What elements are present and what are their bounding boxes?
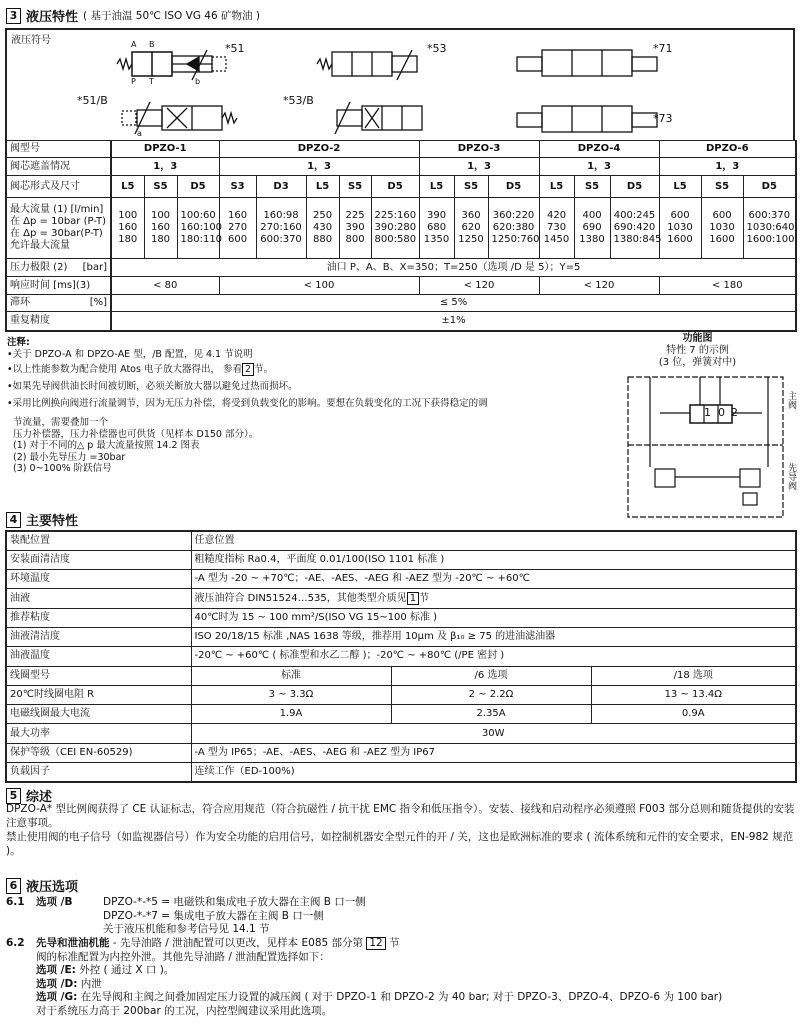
- hydraulic-symbols-panel: [5, 28, 795, 141]
- flow-cell: 225 390 800: [339, 198, 371, 259]
- flow-cell: 390 680 1350: [419, 198, 454, 259]
- spool-cell: L5: [306, 176, 339, 198]
- flow-cell: 160:98 270:160 600:370: [256, 198, 306, 259]
- spec-row: 油液 液压油符合 DIN51524…535，其他类型介质见 1 节: [6, 589, 796, 608]
- notes: 注释: •关于 DPZO-A 和 DPZO-AE 型，/B 配置，见 4.1 节说明 •以上性能参数为配合使用 Atos 电子放大器得出， 参看 2 节。 •如果先导阀供油长时间被切断，必须关断放大器以避免过热而损坏。 •采用比例换向阀进行流量调节，因为无压力补偿，将受到负载变化的影响。要想在负载变化的工况下获得稳定的调 节流量，需要叠加一个 压力补偿器，压力补偿器也可供货（见样本 D150 部分）。 (1) 对于不同的△ p 最大流量按照 14.2 图表 (2) 最小先导压力 =30bar (3) 0~100% 阶跃信号: [7, 337, 488, 474]
- row-coil-type: 线圈型号 标准 /6 选项 /18 选项: [6, 666, 796, 685]
- port-label: T: [149, 77, 154, 86]
- spool-cell: L5: [659, 176, 701, 198]
- row-duty-factor: 负载因子 连续工作（ED-100%): [6, 763, 796, 782]
- spool-cell: S3: [219, 176, 256, 198]
- flow-cell: 160 270 600: [219, 198, 256, 259]
- symbol-label: *53: [427, 42, 447, 55]
- symbols-label: 液压符号: [11, 35, 51, 46]
- spool-cell: D3: [256, 176, 306, 198]
- flow-cell: 100:60 160:100 180:110: [177, 198, 219, 259]
- valve-symbol-73: [517, 106, 657, 132]
- row-coil-resistance: 20℃时线圈电阻 R 3 ~ 3.3Ω 2 ~ 2.2Ω 13 ~ 13.4Ω: [6, 685, 796, 704]
- section-ref[interactable]: 1: [407, 592, 419, 605]
- section-6-heading: 6 液压选项: [6, 876, 78, 895]
- spec-row: 油液温度 -20℃ ~ +60℃ ( 标准型和水乙二醇 )；-20℃ ~ +80℃ (/PE 密封 ): [6, 647, 796, 666]
- flow-cell: 100 160 180: [111, 198, 144, 259]
- symbol-label: *73: [653, 112, 673, 125]
- row-model: 阀型号 DPZO-1 DPZO-2 DPZO-3 DPZO-4 DPZO-6: [6, 141, 796, 158]
- row-hysteresis: 滞环 [%] ≤ 5%: [6, 295, 796, 312]
- spec-row: 推荐粘度 40℃时为 15 ~ 100 mm²/S(ISO VG 15~100 标准 ): [6, 608, 796, 627]
- row-flow: 最大流量 (1) [l/min] 在 Δp = 10bar (P-T) 在 Δp = 30bar(P-T) 允许最大流量 100 160 180 100 160 180 100:60 160:100 180:110 160 270 600 160:98 270:160 600:370 250 430 880 225 390 800 225:160 390:280 800:580 390 680 1350 360 620 1250 360:220 620:380 1250:760 420 730 1450 400 690 1380 400:245 690:420 1380:845 600 1030 1600 600 1030 1600 600:370 1030:640 1600:100: [6, 198, 796, 259]
- spool-cell: D5: [488, 176, 539, 198]
- row-response: 响应时间 [ms](3) < 80 < 100 < 120 < 120 < 180: [6, 277, 796, 295]
- port-label: A: [131, 40, 137, 49]
- section-ref[interactable]: 12: [366, 937, 385, 950]
- spool-cell: D5: [743, 176, 796, 198]
- flow-cell: 250 430 880: [306, 198, 339, 259]
- spool-cell: D5: [371, 176, 419, 198]
- flow-cell: 420 730 1450: [539, 198, 574, 259]
- spec-row: 装配位置 任意位置: [6, 531, 796, 550]
- port-label: B: [149, 40, 155, 49]
- port-label: P: [131, 77, 136, 86]
- section-5-heading: 5 综述: [6, 786, 52, 805]
- spool-cell: L5: [419, 176, 454, 198]
- symbol-label: *53/B: [283, 94, 314, 107]
- valve-symbol-53: [317, 50, 417, 80]
- section-ref[interactable]: 2: [242, 363, 254, 376]
- flow-cell: 225:160 390:280 800:580: [371, 198, 419, 259]
- section-3-heading: 3 液压特性 ( 基于油温 50℃ ISO VG 46 矿物油 ): [6, 6, 260, 25]
- row-pressure: 压力极限 (2) [bar] 油口 P、A、B、X=350；T=250（选项 /D 是 5）；Y=5: [6, 259, 796, 277]
- spool-cell: D5: [610, 176, 659, 198]
- flow-cell: 600:370 1030:640 1600:100: [743, 198, 796, 259]
- row-max-power: 最大功率 30W: [6, 724, 796, 743]
- overview-text: DPZO-A* 型比例阀获得了 CE 认证标志，符合应用规范（符合抗磁性 / 抗干扰 EMC 指令和低压指令）。安装、接线和启动程序必须遵照 F003 部分总则和随货提供的安装注意事项。 禁止使用阀的电子信号（如监视器信号）作为安全功能的启用信号，如控制机器安全型元件的开 / 关，这也是欧洲标准的要求 ( 流体系统和元件的安全要求，EN-982 规范 )。: [6, 803, 795, 857]
- valve-symbols-drawing: [7, 30, 793, 140]
- valve-symbol-53b: [335, 102, 422, 134]
- spec-row: 安装面清洁度 粗糙度指标 Ra0.4，平面度 0.01/100(ISO 1101 标准 ): [6, 550, 796, 569]
- flow-cell: 360 620 1250: [454, 198, 488, 259]
- section-4-heading: 4 主要特性: [6, 510, 78, 529]
- flow-cell: 400:245 690:420 1380:845: [610, 198, 659, 259]
- row-overlap: 阀芯遮盖情况 1，3 1，3 1，3 1，3 1，3: [6, 158, 796, 176]
- hydraulic-characteristics-table: [5, 140, 797, 332]
- option-pilot-drain: 先导和泄油机能 - 先导油路 / 泄油配置可以更改，见样本 E085 部分第 12 节 阀的标准配置为内控外泄。其他先导油路 / 泄油配置选择如下： 选项 /E: 外控 ( 通过 X 口 )。 选项 /D: 内泄 选项 /G: 在先导阀和主阀之间叠加固定压力设置的减压阀 ( 对于 DPZO-1 和 DPZO-2 为 40 bar; 对于 DPZO-3、DPZO-4、DPZO-6 为 100 bar) 对于系统压力高于 200bar 的工况，内控型阀建议采用此选项。: [36, 937, 723, 1017]
- symbol-label: *51/B: [77, 94, 108, 107]
- section-subtitle: ( 基于油温 50℃ ISO VG 46 矿物油 ): [83, 10, 260, 22]
- symbol-label: *51: [225, 42, 245, 55]
- option-b-text: DPZO-*-*5 = 电磁铁和集成电子放大器在主阀 B 口一侧 DPZO-*-*7 = 集成电子放大器在主阀 B 口一侧 关于液压机能和参考信号见 14.1 节: [103, 896, 366, 935]
- row-spool: 阀芯形式及尺寸 L5 S5 D5 S3 D3 L5 S5 D5 L5 S5 D5 L5 S5 D5 L5 S5 D5: [6, 176, 796, 198]
- function-diagram: 功能图 特性 7 的示例 (3 位，弹簧对中) 1 0 2 主阀 先导阀: [600, 333, 795, 523]
- spool-cell: S5: [454, 176, 488, 198]
- row-protection: 保护等级（CEI EN-60529) -A 型为 IP65；-AE、-AES、-AEG 和 -AEZ 型为 IP67: [6, 743, 796, 762]
- flow-cell: 360:220 620:380 1250:760: [488, 198, 539, 259]
- port-label: a: [137, 129, 142, 138]
- spool-cell: S5: [701, 176, 743, 198]
- flow-cell: 100 160 180: [144, 198, 177, 259]
- symbol-label: *71: [653, 42, 673, 55]
- port-label: b: [195, 77, 201, 86]
- row-coil-current: 电磁线圈最大电流 1.9A 2.35A 0.9A: [6, 705, 796, 724]
- spec-row: 环境温度 -A 型为 -20 ~ +70℃；-AE、-AES、-AEG 和 -AEZ 型为 -20℃ ~ +60℃: [6, 570, 796, 589]
- flow-cell: 600 1030 1600: [701, 198, 743, 259]
- valve-symbol-71: [517, 50, 657, 76]
- valve-symbol-51: [117, 50, 226, 80]
- spool-cell: S5: [574, 176, 610, 198]
- spool-cell: L5: [111, 176, 144, 198]
- function-diagram-drawing: [600, 373, 795, 523]
- flow-cell: 400 690 1380: [574, 198, 610, 259]
- spool-cell: D5: [177, 176, 219, 198]
- spool-cell: S5: [339, 176, 371, 198]
- main-characteristics-table: [5, 530, 797, 783]
- section-title: 液压特性: [26, 10, 79, 25]
- spool-cell: S5: [144, 176, 177, 198]
- spec-row: 油液清洁度 ISO 20/18/15 标准 ,NAS 1638 等级，推荐用 10μm 及 β₁₀ ≥ 75 的进油滤油器: [6, 627, 796, 646]
- flow-cell: 600 1030 1600: [659, 198, 701, 259]
- spool-cell: L5: [539, 176, 574, 198]
- row-repeatability: 重复精度 ±1%: [6, 312, 796, 331]
